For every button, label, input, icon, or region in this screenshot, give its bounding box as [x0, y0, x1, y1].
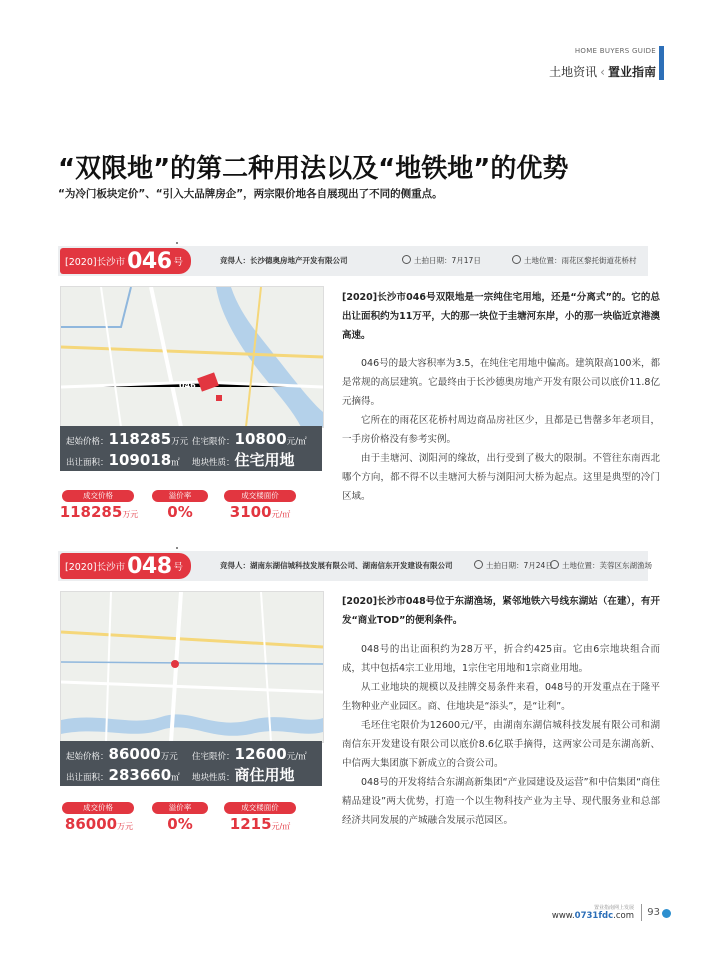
lot-marker [171, 660, 179, 668]
result-deal-price: 86000万元 [64, 815, 134, 833]
result-label-premium: 溢价率 [152, 802, 208, 814]
dot-mark [176, 242, 178, 244]
header-section-label: 土地资讯 [549, 65, 598, 79]
lot-number: 048 [127, 553, 172, 579]
result-label-premium: 溢价率 [152, 490, 208, 502]
map-drawing [61, 287, 323, 427]
header-en: HOME BUYERS GUIDE [574, 47, 656, 55]
lot048-paragraph-4: 毛坯住宅限价为12600元/平，由湖南东湖信城科技发展有限公司和湖南信东开发建设有限公司以底价8.6亿联手摘得，这两家公司是东湖高新、中信两大集团旗下新成立的合资公司。 [342, 720, 660, 769]
residential-limit: 住宅限价：12600元/㎡ [192, 745, 307, 763]
page-title: “双限地”的第二种用法以及“地铁地”的优势 [58, 154, 569, 184]
lot-number: 046 [127, 248, 172, 274]
lot048-paragraph-3: 从工业地块的规模以及挂牌交易条件来看，048号的开发重点在于隆平生物种业产业园区。商、住地块是“添头”，是“让利”。 [342, 682, 660, 712]
map-048 [60, 591, 324, 743]
start-price: 起始价格：86000万元 [66, 745, 178, 763]
lot-hao: 号 [173, 562, 184, 573]
footer-divider [641, 904, 642, 921]
lot048-paragraph-1: [2020]长沙市048号位于东湖渔场，紧邻地铁六号线东湖站（在建），有开发“商业TOD”的便利条件。 [342, 596, 660, 626]
page-number: 93 [647, 907, 660, 918]
location-icon [512, 255, 521, 264]
land-nature: 地块性质：住宅用地 [192, 451, 295, 469]
result-premium: 0% [167, 503, 193, 521]
lot-tag [60, 248, 191, 274]
lot-tag [60, 553, 191, 579]
lot-prefix: [2020]长沙市 [65, 562, 126, 573]
transfer-area: 出让面积：109018㎡ [66, 451, 180, 469]
result-label-deal-price: 成交价格 [62, 490, 134, 502]
lot-location: 土地位置：雨花区黎托街道花桥村 [512, 246, 637, 276]
lot-location: 土地位置：芙蓉区东湖渔场 [550, 551, 652, 581]
stat-box-048 [60, 741, 322, 786]
lot048-paragraph-5: 048号的开发将结合东湖高新集团“产业园建设及运营”和中信集团“商住精品建设”两大优势，打造一个以生物科技产业为主导、现代服务业和总部经济共同发展的产城融合发展示范园区。 [342, 777, 660, 826]
lot046-paragraph-4: 由于圭塘河、浏阳河的缘故，出行受到了极大的限制。不管往东南西北哪个方向，都不得不以圭塘河大桥与浏阳河大桥为起点。这里是典型的冷门区域。 [342, 453, 660, 502]
footer-caption: 置业指南网上发展 [593, 905, 634, 911]
map-046 [60, 286, 324, 428]
clock-icon [474, 560, 483, 569]
transfer-area: 出让面积：283660㎡ [66, 766, 180, 784]
lot-date: 土拍日期：7月24日 [474, 551, 553, 581]
lot-prefix: [2020]长沙市 [65, 257, 126, 268]
header-sub-label: 置业指南 [607, 65, 656, 79]
result-label-deal-price: 成交价格 [62, 802, 134, 814]
header-section [549, 63, 656, 80]
lot-header-046 [58, 246, 648, 276]
footer-url[interactable]: www.0731fdc.com [551, 911, 634, 921]
stat-box-046 [60, 426, 322, 471]
result-floor-price: 1215元/㎡ [229, 815, 291, 833]
result-deal-price: 118285万元 [59, 503, 139, 521]
header-accent-bar [659, 46, 664, 80]
lot-bidder: 竞得人：湖南东湖信城科技发展有限公司、湖南信东开发建设有限公司 [220, 561, 453, 570]
lot048-paragraph-2: 048号的出让面积约为28万平，折合约425亩。它由6宗地块组合而成，其中包括4宗工业用地，1宗住宅用地和1宗商业用地。 [342, 644, 660, 674]
result-floor-price: 3100元/㎡ [229, 503, 291, 521]
lot046-paragraph-2: 046号的最大容积率为3.5，在纯住宅用地中偏高。建筑限高100米，都是常规的高层建筑。它最终由于长沙德奥房地产开发有限公司以底价11.8亿元摘得。 [342, 358, 660, 407]
location-icon [550, 560, 559, 569]
lot-header-048 [58, 551, 652, 581]
clock-icon [402, 255, 411, 264]
lot-date: 土拍日期：7月17日 [402, 246, 481, 276]
lot046-paragraph-1: [2020]长沙市046号双限地是一宗纯住宅用地，还是“分离式”的。它的总出让面积约为11万平，大的那一块位于圭塘河东岸，小的那一块临近京港澳高速。 [342, 292, 660, 341]
result-premium: 0% [167, 815, 193, 833]
header-arrow: ‹ [600, 65, 605, 79]
page-subtitle: “为冷门板块定价”、“引入大品牌房企”，两宗限价地各自展现出了不同的侧重点。 [58, 188, 443, 200]
result-label-floor-price: 成交楼面价 [224, 802, 296, 814]
map-marker-label: 046 [179, 381, 196, 390]
page-dot-icon [662, 909, 671, 918]
lot-hao: 号 [173, 257, 184, 268]
map-drawing [61, 592, 323, 742]
residential-limit: 住宅限价：10800元/㎡ [192, 430, 307, 448]
start-price: 起始价格：118285万元 [66, 430, 189, 448]
lot046-paragraph-3: 它所在的雨花区花桥村周边商品房社区少，且都是已售罄多年老项目，一手房价格没有参考实例。 [342, 415, 660, 445]
result-label-floor-price: 成交楼面价 [224, 490, 296, 502]
lot-bidder: 竞得人：长沙德奥房地产开发有限公司 [220, 256, 348, 265]
land-nature: 地块性质：商住用地 [192, 766, 295, 784]
dot-mark [176, 547, 178, 549]
